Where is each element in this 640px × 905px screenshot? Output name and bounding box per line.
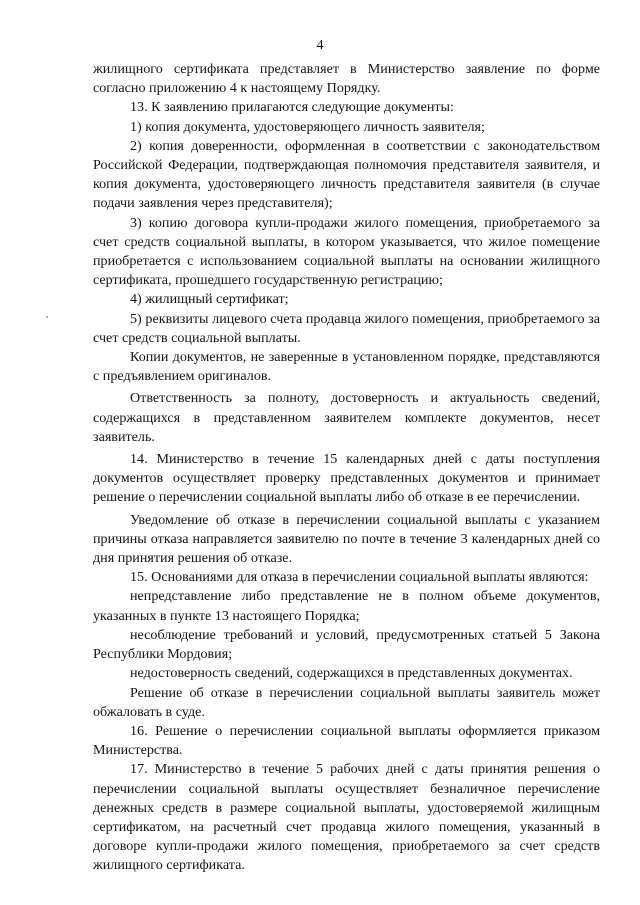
page-number: 4 — [316, 38, 324, 53]
paragraph: 5) реквизиты лицевого счета продавца жилого помещения, приобретаемого за счет средств социальной выплаты. — [93, 310, 600, 346]
paragraph: 2) копия доверенности, оформленная в соответствии с законодательством Российской Федерации, подтверждающая полномочия представителя заявителя, и копия документа, удостоверяющего личность представителя заявителя (в случае подачи заявления через представителя); — [93, 137, 600, 212]
paragraph: Ответственность за полноту, достоверность и актуальность сведений, содержащихся в представленном заявителем комплекте документов, несет заявитель. — [93, 390, 600, 445]
paragraph: Решение об отказе в перечислении социальной выплаты заявитель может обжаловать в суде. — [93, 684, 600, 720]
paragraph: Копии документов, не заверенные в установленном порядке, представляются с предъявлением оригиналов. — [93, 349, 600, 385]
paragraph: 13. К заявлению прилагаются следующие документы: — [130, 99, 454, 116]
paragraph: недостоверность сведений, содержащихся в представленных документах. — [130, 665, 573, 682]
paragraph: непредставление либо представление не в полном объеме документов, указанных в пункте 13 настоящего Порядка; — [93, 588, 600, 624]
scan-speck — [46, 316, 48, 318]
paragraph: несоблюдение требований и условий, предусмотренных статьей 5 Закона Республики Мордовия; — [93, 626, 600, 663]
paragraph: 14. Министерство в течение 15 календарных дней с даты поступления документов осуществляет проверку представленных документов и принимает решение о перечислении социальной выплаты либо об отказе в ее перечислении. — [93, 451, 600, 506]
paragraph: 1) копия документа, удостоверяющего личность заявителя; — [130, 118, 485, 135]
paragraph: 4) жилищный сертификат; — [130, 291, 289, 308]
paragraph: жилищного сертификата представляет в Министерство заявление по форме согласно приложению 4 к настоящему Порядку. — [93, 61, 600, 97]
paragraph: Уведомление об отказе в перечислении социальной выплаты с указанием причины отказа направляется заявителю по почте в течение 3 календарных дней со дня принятия решения об отказе. — [93, 511, 600, 567]
paragraph: 16. Решение о перечислении социальной выплаты оформляется приказом Министерства. — [93, 722, 600, 759]
paragraph: 15. Основаниями для отказа в перечислении социальной выплаты являются: — [130, 569, 589, 586]
document-body — [93, 60, 600, 876]
paragraph: 3) копию договора купли-продажи жилого помещения, приобретаемого за счет средств социальной выплаты, в котором указывается, что жилое помещение приобретается с использованием социальной выплаты на основании жилищного сертификата, прошедшего государственную регистрацию; — [93, 214, 600, 289]
paragraph: 17. Министерство в течение 5 рабочих дней с даты принятия решения о перечислении социальной выплаты осуществляет безналичное перечисление денежных средств в размере социальной выплаты, удостоверяемой жилищным сертификатом, на расчетный счет продавца жилого помещения, указанный в договоре купли-продажи жилого помещения, приобретаемого за счет средств жилищного сертификата. — [93, 761, 600, 874]
